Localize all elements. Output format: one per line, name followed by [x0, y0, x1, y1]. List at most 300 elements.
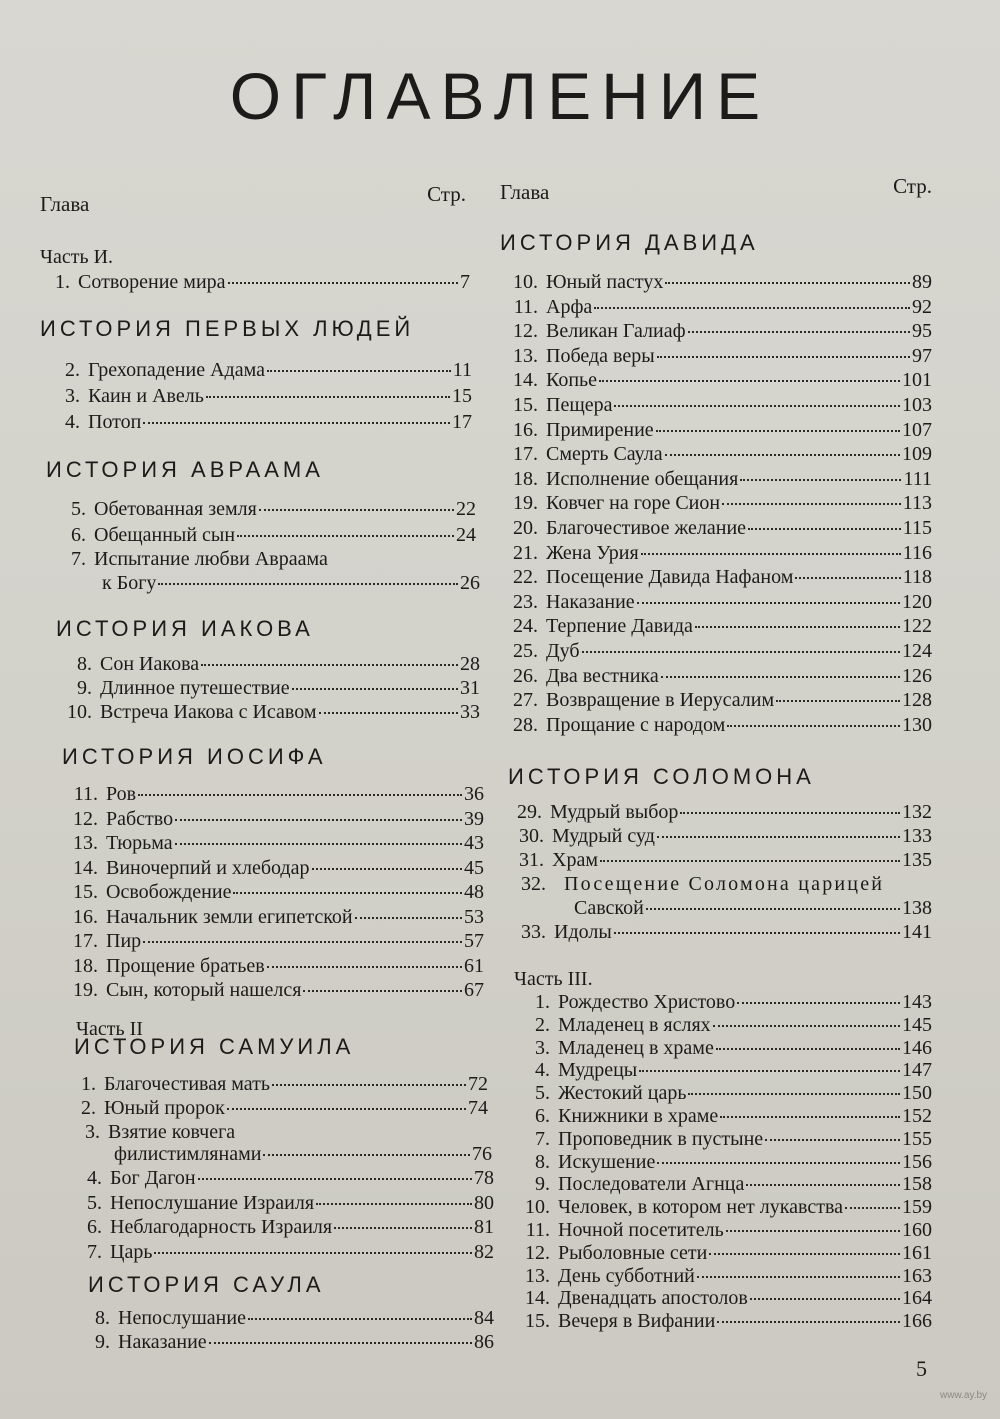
- entry-page: 160: [902, 1219, 932, 1241]
- dot-leader: [599, 380, 900, 382]
- entry-page: 161: [902, 1241, 932, 1264]
- entry-number: 15.: [73, 881, 98, 903]
- entry-page: 22: [456, 498, 476, 520]
- toc-entry: [40, 1191, 494, 1215]
- entry-page: 95: [912, 320, 932, 343]
- entry-number: 8.: [95, 1307, 110, 1329]
- entry-title: Юный пророк: [104, 1097, 225, 1119]
- dot-leader: [154, 1252, 472, 1254]
- entry-number: 2.: [535, 1013, 550, 1036]
- toc-entry: [500, 319, 932, 343]
- toc-entry: [500, 368, 932, 392]
- toc-entry: [500, 344, 932, 368]
- dot-leader: [614, 405, 900, 407]
- entry-page: 7: [460, 271, 470, 293]
- entry-page: 36: [464, 783, 484, 805]
- toc-entry: [500, 800, 932, 824]
- dot-leader: [680, 812, 900, 814]
- dot-leader: [138, 794, 462, 796]
- entry-page: 116: [902, 541, 932, 564]
- entry-title: Великан Галиаф: [546, 320, 686, 343]
- dot-leader: [259, 509, 454, 511]
- page-header: Стр.: [427, 182, 466, 206]
- entry-page: 33: [460, 701, 480, 723]
- entry-number: 8.: [535, 1150, 550, 1173]
- entry-page: 120: [902, 590, 932, 613]
- entry-number: 25.: [513, 640, 538, 662]
- entry-page: 86: [474, 1331, 494, 1353]
- dot-leader: [646, 908, 900, 910]
- dot-leader: [614, 932, 900, 934]
- toc-entry: [500, 639, 932, 663]
- toc-entry: [500, 1286, 932, 1310]
- section-heading: ИСТОРИЯ СОЛОМОНА: [508, 764, 815, 789]
- entry-page: 111: [903, 467, 932, 490]
- dot-leader: [722, 503, 901, 505]
- entry-page: 89: [912, 271, 932, 293]
- toc-entry: [500, 442, 932, 466]
- entry-page: 150: [902, 1082, 932, 1105]
- entry-number: 17.: [513, 443, 538, 466]
- dot-leader: [709, 1253, 900, 1255]
- entry-title: Савской: [574, 897, 644, 919]
- entry-page: 145: [902, 1013, 932, 1036]
- entry-page: 113: [902, 492, 932, 515]
- part-label: Часть III.: [514, 968, 593, 990]
- toc-entry: [500, 1218, 932, 1242]
- toc-entry: [500, 418, 932, 442]
- chapter-header: Глава: [500, 180, 550, 204]
- toc-entry: [500, 1264, 932, 1288]
- dot-leader: [267, 370, 451, 372]
- dot-leader: [316, 1203, 472, 1205]
- entry-page: 24: [456, 524, 476, 546]
- entry-number: 4.: [535, 1059, 550, 1082]
- toc-entry: [40, 978, 484, 1002]
- toc-entry-continuation: [40, 1142, 492, 1166]
- dot-leader: [665, 454, 900, 456]
- entry-title: Дуб: [546, 640, 580, 662]
- entry-number: 5.: [535, 1082, 550, 1105]
- entry-title: Сын, который нашелся: [106, 979, 302, 1001]
- entry-number: 14.: [513, 369, 538, 392]
- entry-title: Жена Урия: [546, 541, 639, 564]
- entry-page: 39: [464, 807, 484, 830]
- entry-number: 4.: [87, 1167, 102, 1189]
- entry-title: Бог Дагон: [110, 1167, 196, 1189]
- entry-number: 16.: [73, 905, 98, 928]
- entry-page: 11: [452, 359, 472, 381]
- entry-title: Непослушание: [118, 1307, 246, 1329]
- entry-number: 11.: [73, 783, 98, 805]
- entry-title: Книжники в храме: [558, 1105, 719, 1127]
- dot-leader: [355, 917, 462, 919]
- toc-entry: [500, 713, 932, 737]
- entry-title: Благочестивая мать: [104, 1073, 271, 1095]
- toc-entry: [500, 467, 932, 491]
- entry-title: Арфа: [546, 295, 593, 318]
- toc-entry: [500, 1195, 932, 1219]
- toc-entry: [40, 1306, 494, 1330]
- toc-entry: [40, 856, 484, 880]
- toc-entry: [500, 516, 932, 540]
- toc-entry: [40, 1096, 488, 1120]
- entry-number: 15.: [513, 394, 538, 416]
- entry-number: 20.: [513, 517, 538, 539]
- entry-title: Проповедник в пустыне: [558, 1127, 764, 1150]
- toc-entry: [500, 824, 932, 848]
- entry-number: 12.: [513, 320, 538, 343]
- dot-leader: [717, 1321, 900, 1323]
- entry-page: 103: [902, 394, 932, 416]
- entry-title: Два вестника: [546, 664, 659, 687]
- entry-title: Наказание: [546, 590, 635, 613]
- toc-entry: [500, 990, 932, 1014]
- dot-leader: [748, 528, 901, 530]
- entry-page: 92: [912, 295, 932, 318]
- entry-page: 158: [902, 1173, 932, 1196]
- entry-title: Возвращение в Иерусалим: [546, 689, 775, 712]
- toc-entry: [500, 393, 932, 417]
- dot-leader: [292, 688, 458, 690]
- entry-number: 2.: [65, 359, 80, 381]
- dot-leader: [237, 535, 454, 537]
- entry-title: Рождество Христово: [558, 991, 736, 1013]
- dot-leader: [267, 966, 462, 968]
- entry-page: 97: [912, 344, 932, 367]
- entry-number: 7.: [87, 1240, 102, 1263]
- entry-number: 22.: [513, 566, 538, 589]
- dot-leader: [765, 1139, 900, 1141]
- entry-page: 138: [902, 897, 932, 919]
- dot-leader: [637, 602, 900, 604]
- entry-title: Искушение: [558, 1150, 656, 1173]
- entry-number: 9.: [95, 1331, 110, 1353]
- toc-entry: [500, 664, 932, 688]
- entry-page: 81: [474, 1216, 494, 1238]
- entry-title: Ночной посетитель: [558, 1219, 724, 1241]
- entry-title: Сон Иакова: [100, 653, 200, 675]
- entry-title: Грехопадение Адама: [88, 359, 265, 381]
- entry-title: Ковчег на горе Сион: [546, 492, 721, 515]
- entry-page: 28: [460, 653, 480, 675]
- toc-entry: [40, 929, 484, 953]
- entry-number: 13.: [73, 832, 98, 854]
- entry-page: 109: [902, 443, 932, 466]
- chapter-header: Глава: [40, 192, 90, 216]
- entry-title: Царь: [110, 1240, 153, 1263]
- entry-page: 118: [902, 566, 932, 589]
- dot-leader: [727, 725, 900, 727]
- toc-entry: [40, 497, 476, 521]
- entry-title: Последователи Агнца: [558, 1173, 745, 1196]
- dot-leader: [713, 1025, 900, 1027]
- entry-title: Мудрый выбор: [550, 801, 679, 823]
- entry-title: Копье: [546, 369, 598, 392]
- entry-title: День субботний: [558, 1264, 695, 1287]
- dot-leader: [175, 843, 462, 845]
- entry-page: 48: [464, 881, 484, 903]
- entry-number: 17.: [73, 930, 98, 952]
- entry-title: Двенадцать апостолов: [558, 1287, 748, 1310]
- entry-page: 130: [902, 713, 932, 736]
- entry-title: Человек, в котором нет лукавства: [558, 1196, 843, 1219]
- dot-leader: [750, 1298, 900, 1300]
- entry-number: 11.: [525, 1219, 550, 1241]
- entry-number: 23.: [513, 590, 538, 613]
- toc-entry: [500, 541, 932, 565]
- entry-number: 6.: [535, 1105, 550, 1127]
- entry-number: 32.: [521, 873, 546, 895]
- dot-leader: [233, 892, 462, 894]
- toc-entry: [40, 410, 472, 434]
- entry-number: 12.: [525, 1241, 550, 1264]
- section-heading: ИСТОРИЯ ДАВИДА: [500, 230, 759, 255]
- entry-number: 30.: [519, 825, 544, 847]
- entry-page: 78: [474, 1167, 494, 1189]
- entry-title: Освобождение: [106, 881, 232, 903]
- entry-title: Мудрецы: [558, 1059, 638, 1082]
- dot-leader: [688, 1093, 900, 1095]
- entry-title: Примирение: [546, 418, 654, 441]
- toc-entry: [40, 384, 472, 408]
- entry-number: 1.: [55, 271, 70, 293]
- section-heading: ИСТОРИЯ ПЕРВЫХ ЛЮДЕЙ: [40, 316, 415, 341]
- entry-title: Испытание любви Авраама: [94, 548, 328, 570]
- entry-title: Вечеря в Вифании: [558, 1310, 716, 1333]
- entry-number: 14.: [525, 1287, 550, 1310]
- entry-number: 2.: [81, 1097, 96, 1119]
- dot-leader: [582, 651, 900, 653]
- entry-page: 146: [902, 1036, 932, 1059]
- dot-leader: [143, 422, 450, 424]
- entry-number: 28.: [513, 713, 538, 736]
- page-title: ОГЛАВЛЕНИЕ: [229, 59, 771, 133]
- dot-leader: [228, 282, 458, 284]
- dot-leader: [776, 700, 900, 702]
- entry-page: 122: [902, 615, 932, 638]
- entry-page: 132: [902, 801, 932, 823]
- toc-entry: [40, 905, 484, 929]
- entry-title: Виночерпий и хлебодар: [106, 856, 310, 879]
- toc-entry: [500, 1309, 932, 1333]
- entry-page: 76: [472, 1143, 492, 1165]
- entry-title: Непослушание Израиля: [110, 1191, 315, 1214]
- entry-number: 5.: [87, 1191, 102, 1214]
- entry-page: 72: [468, 1073, 488, 1095]
- entry-number: 26.: [513, 664, 538, 687]
- dot-leader: [656, 430, 900, 432]
- entry-title: Младенец в яслях: [558, 1013, 711, 1036]
- entry-number: 19.: [73, 979, 98, 1001]
- toc-entry: [500, 920, 932, 944]
- entry-number: 8.: [77, 653, 92, 675]
- entry-number: 7.: [535, 1127, 550, 1150]
- entry-page: 43: [464, 832, 484, 854]
- entry-title: Пир: [106, 930, 142, 952]
- entry-number: 16.: [513, 418, 538, 441]
- toc-entry: [40, 1072, 488, 1096]
- page-header: Стр.: [893, 174, 932, 198]
- dot-leader: [319, 712, 459, 714]
- toc-entry: [500, 491, 932, 515]
- entry-title: Победа веры: [546, 344, 655, 367]
- dot-leader: [227, 1108, 466, 1110]
- entry-number: 3.: [535, 1036, 550, 1059]
- entry-title: Юный пастух: [546, 271, 664, 293]
- entry-number: 10.: [67, 701, 92, 723]
- entry-number: 9.: [535, 1173, 550, 1196]
- entry-title: Исполнение обещания: [546, 467, 739, 490]
- dot-leader: [688, 331, 910, 333]
- toc-entry: [40, 1330, 494, 1354]
- entry-title: Пещера: [546, 394, 613, 416]
- section-heading: ИСТОРИЯ САУЛА: [88, 1272, 325, 1297]
- toc-entry: [40, 1240, 494, 1264]
- dot-leader: [312, 868, 463, 870]
- entry-page: 74: [468, 1097, 488, 1119]
- toc-entry: [40, 1215, 494, 1239]
- entry-title: Начальник земли египетской: [106, 905, 353, 928]
- entry-title: Обещанный сын: [94, 524, 236, 546]
- entry-page: 26: [460, 572, 480, 594]
- entry-title: Встреча Иакова с Исавом: [100, 701, 317, 723]
- dot-leader: [740, 479, 901, 481]
- entry-title: Обетованная земля: [94, 498, 257, 520]
- entry-number: 18.: [73, 954, 98, 977]
- entry-page: 17: [452, 411, 472, 433]
- entry-number: 27.: [513, 689, 538, 712]
- entry-number: 33.: [521, 921, 546, 943]
- toc-entry: [500, 1081, 932, 1105]
- dot-leader: [263, 1154, 470, 1156]
- part-label: Часть И.: [40, 246, 114, 268]
- dot-leader: [143, 941, 462, 943]
- dot-leader: [726, 1230, 900, 1232]
- section-heading: ИСТОРИЯ САМУИЛА: [74, 1034, 355, 1059]
- toc-entry: [500, 1150, 932, 1174]
- dot-leader: [594, 307, 910, 309]
- entry-title: Рыболовные сети: [558, 1241, 708, 1264]
- entry-title: Посещение Соломона царицей: [564, 873, 885, 895]
- entry-number: 6.: [87, 1216, 102, 1238]
- toc-entry: [40, 523, 476, 547]
- dot-leader: [248, 1318, 472, 1320]
- entry-page: 152: [902, 1105, 932, 1127]
- entry-page: 57: [464, 930, 484, 952]
- entry-number: 24.: [513, 615, 538, 638]
- part-label: Часть II: [76, 1018, 143, 1040]
- entry-number: 10.: [513, 271, 538, 293]
- toc-entry: [40, 547, 476, 571]
- entry-title: Тюрьма: [106, 832, 173, 854]
- entry-number: 11.: [513, 295, 538, 318]
- entry-page: 15: [452, 385, 472, 407]
- dot-leader: [657, 1162, 900, 1164]
- page-number: 5: [916, 1356, 927, 1381]
- dot-leader: [716, 1048, 900, 1050]
- watermark: www.ay.by: [940, 1390, 988, 1401]
- toc-entry: [40, 676, 480, 700]
- entry-title: Прощание с народом: [546, 713, 726, 736]
- toc-entry: [500, 1013, 932, 1037]
- entry-number: 3.: [85, 1121, 100, 1143]
- entry-title: Жестокий царь: [558, 1082, 687, 1105]
- entry-title: Смерть Саула: [546, 443, 663, 466]
- toc-entry: [40, 880, 484, 904]
- entry-page: 61: [464, 954, 484, 977]
- entry-number: 14.: [73, 856, 98, 879]
- dot-leader: [737, 1002, 900, 1004]
- toc-entry: [500, 1127, 932, 1151]
- entry-number: 19.: [513, 492, 538, 515]
- entry-number: 4.: [65, 411, 80, 433]
- toc-entry-continuation: [500, 896, 932, 920]
- entry-title: Посещение Давида Нафаном: [546, 566, 794, 589]
- entry-page: 67: [464, 979, 484, 1001]
- toc-entry: [40, 700, 480, 724]
- entry-page: 115: [902, 517, 932, 539]
- entry-page: 128: [902, 689, 932, 712]
- toc-entry: [40, 954, 484, 978]
- dot-leader: [665, 282, 910, 284]
- toc-entry: [500, 1172, 932, 1196]
- entry-title: Терпение Давида: [546, 615, 693, 638]
- dot-leader: [641, 553, 901, 555]
- entry-page: 84: [474, 1307, 494, 1329]
- toc-entry: [500, 1241, 932, 1265]
- entry-number: 5.: [71, 498, 86, 520]
- toc-entry: [40, 1120, 490, 1144]
- entry-page: 126: [902, 664, 932, 687]
- entry-number: 21.: [513, 541, 538, 564]
- entry-title: Наказание: [118, 1331, 207, 1353]
- dot-leader: [303, 990, 462, 992]
- toc-entry: [500, 848, 932, 872]
- entry-page: 133: [902, 825, 932, 847]
- entry-page: 31: [460, 677, 480, 699]
- entry-title: филистимлянами: [114, 1143, 262, 1165]
- entry-title: Сотворение мира: [78, 271, 226, 293]
- entry-page: 135: [902, 849, 932, 871]
- entry-title: Каин и Авель: [88, 385, 204, 407]
- entry-number: 13.: [513, 344, 538, 367]
- toc-entry: [40, 1166, 494, 1190]
- toc-entry: [40, 652, 480, 676]
- entry-number: 7.: [71, 548, 86, 570]
- toc-entry: [500, 270, 932, 294]
- dot-leader: [198, 1178, 472, 1180]
- entry-number: 3.: [65, 385, 80, 407]
- dot-leader: [272, 1084, 466, 1086]
- dot-leader: [206, 396, 450, 398]
- entry-number: 1.: [81, 1073, 96, 1095]
- entry-page: 166: [902, 1310, 932, 1333]
- entry-title: Мудрый суд: [552, 825, 655, 847]
- entry-page: 101: [902, 369, 932, 392]
- toc-entry: [500, 1104, 932, 1128]
- toc-entry: [500, 1058, 932, 1082]
- entry-number: 10.: [525, 1196, 550, 1219]
- entry-number: 6.: [71, 524, 86, 546]
- entry-number: 15.: [525, 1310, 550, 1333]
- dot-leader: [795, 577, 900, 579]
- entry-page: 159: [902, 1196, 932, 1219]
- entry-number: 13.: [525, 1264, 550, 1287]
- entry-title: Рабство: [106, 807, 174, 830]
- section-heading: ИСТОРИЯ ИАКОВА: [56, 616, 314, 641]
- toc-entry: [500, 565, 932, 589]
